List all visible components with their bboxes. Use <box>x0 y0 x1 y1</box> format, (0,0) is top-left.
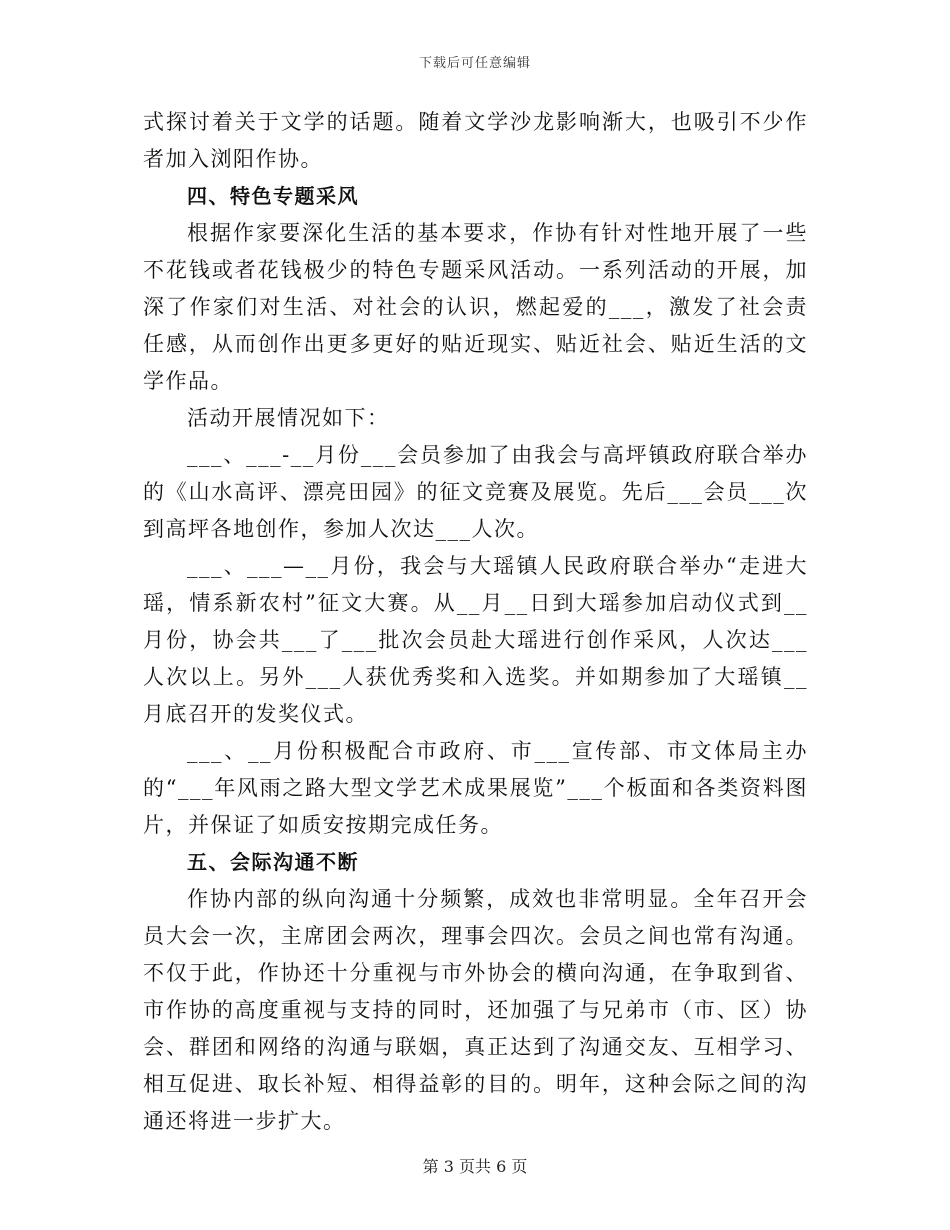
paragraph-activity-dayao: ___、___—__月份，我会与大瑶镇人民政府联合举办“走进大瑶，情系新农村”征文大赛。从__月__日到大瑶参加启动仪式到__月份，协会共___了___批次会员赴大瑶进行创作采风，人次达___人次以上。另外___人获优秀奖和入选奖。并如期参加了大瑶镇__月底召开的发奖仪式。 <box>143 554 808 726</box>
paragraph-continuation: 式探讨着关于文学的话题。随着文学沙龙影响渐大，也吸引不少作者加入浏阳作协。 <box>143 110 808 171</box>
paragraph-activity-gaoping: ___、___-__月份___会员参加了由我会与高坪镇政府联合举办的《山水高评、漂亮田园》的征文竞赛及展览。先后___会员___次到高坪各地创作，参加人次达___人次。 <box>143 443 808 541</box>
page-number-footer: 第 3 页共 6 页 <box>422 1157 528 1176</box>
page-header: 下载后可任意编辑 <box>418 56 531 71</box>
document-body <box>143 104 808 1140</box>
paragraph-activities-lead: 活动开展情况如下： <box>187 406 390 430</box>
paragraph-communication: 作协内部的纵向沟通十分频繁，成效也非常明显。全年召开会员大会一次，主席团会两次，理事会四次。会员之间也常有沟通。不仅于此，作协还十分重视与市外协会的横向沟通，在争取到省、市作协的高度重视与支持的同时，还加强了与兄弟市（市、区）协会、群团和网络的沟通与联姻，真正达到了沟通交友、互相学习、相互促进、取长补短、相得益彰的目的。明年，这种会际之间的沟通还将进一步扩大。 <box>143 887 808 1133</box>
section-heading-4: 四、特色专题采风 <box>187 184 359 208</box>
section-heading-5: 五、会际沟通不断 <box>187 850 359 874</box>
paragraph-activity-exhibition: ___、__月份积极配合市政府、市___宣传部、市文体局主办的“___年风雨之路大型文学艺术成果展览”___个板面和各类资料图片，并保证了如质安按期完成任务。 <box>143 739 808 837</box>
paragraph-caifeng-intro: 根据作家要深化生活的基本要求，作协有针对性地开展了一些不花钱或者花钱极少的特色专题采风活动。一系列活动的开展，加深了作家们对生活、对社会的认识，燃起爱的___，激发了社会责任感，从而创作出更多更好的贴近现实、贴近社会、贴近生活的文学作品。 <box>143 221 808 393</box>
